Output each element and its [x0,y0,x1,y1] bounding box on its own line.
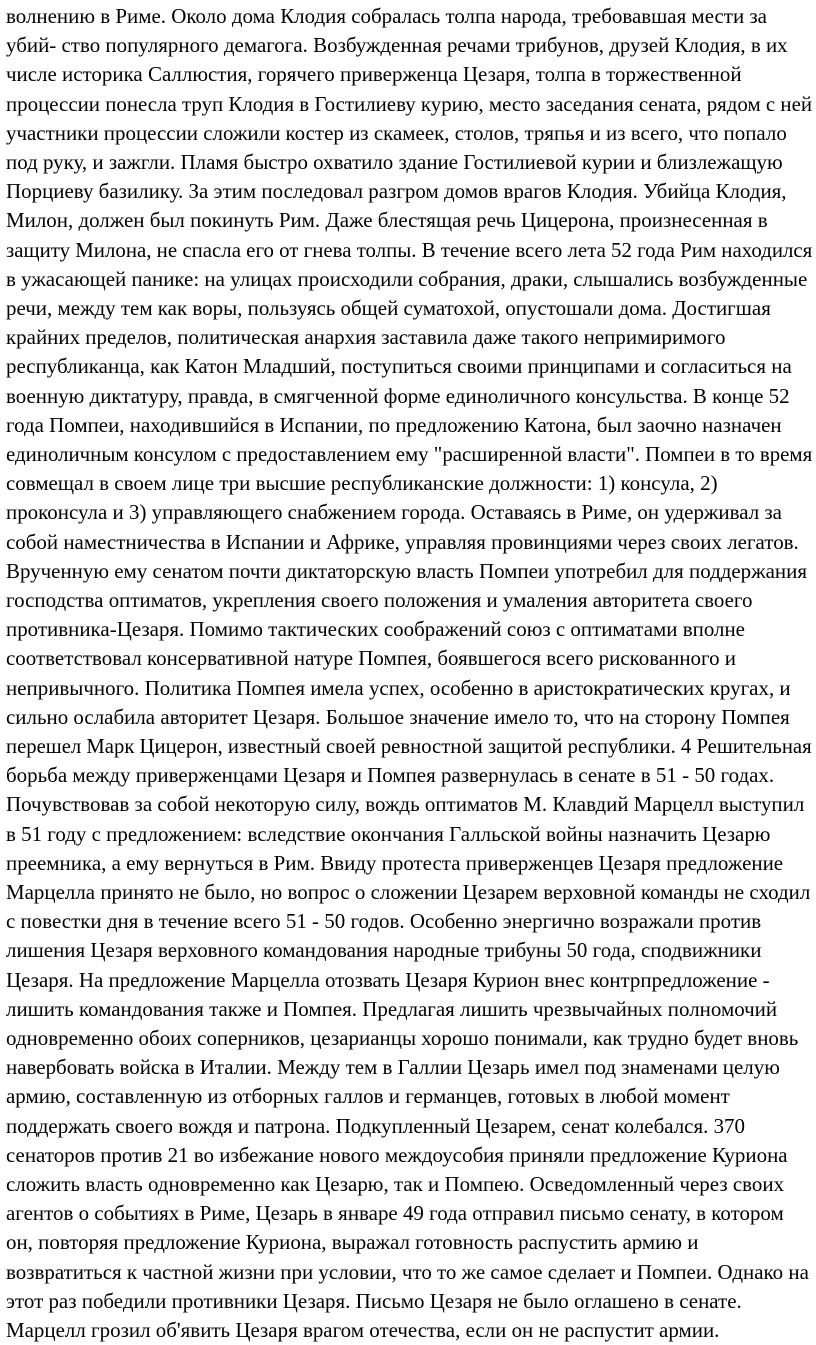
text-line: Милон, должен был покинуть Рим. Даже блестящая речь Цицерона, произнесенная в [6,208,768,233]
text-line: единоличным консулом с предоставлением ему "расширенной власти". Помпеи в то время [6,442,813,466]
text-line: противника-Цезаря. Помимо тактических соображений союз с оптиматами вполне [6,617,745,642]
text-line: защиту Милона, не спасла его от гнева толпы. В течение всего лета 52 года Рим находился [6,237,813,262]
text-line: преемника, а ему вернуться в Рим. Ввиду протеста приверженцев Цезаря предложение [6,850,784,875]
text-line: этот раз победили противники Цезаря. Письмо Цезаря не было оглашено в сенате. [6,1288,742,1313]
text-line: он, повторяя предложение Куриона, выражал готовность распустить армию и [6,1230,699,1255]
text-line: сильно ослабила авторитет Цезаря. Большое значение имело то, что на сторону Помпея [6,704,790,729]
text-line: Врученную ему сенатом почти диктаторскую власть Помпеи употребил для поддержания [6,558,807,583]
text-line: в ужасающей панике: на улицах происходили собрания, драки, слышались возбужденные [6,266,808,291]
text-line: Марцелла принято не было, но вопрос о сложении Цезарем верховной команды не сходил [6,880,811,904]
text-line: Почувствовав за собой некоторую силу, вождь оптиматов М. Клавдий Марцелл выступил [6,792,805,817]
text-line: Цезаря. На предложение Марцелла отозвать Цезаря Курион внес контрпредложение - [6,967,770,992]
text-line: в 51 году с предложением: вследствие окончания Галльской войны назначить Цезарю [6,821,771,846]
text-line: процессии понесла труп Клодия в Гостилиеву курию, место заседания сената, рядом с ней [6,91,813,116]
text-line: одновременно обоих соперников, цезарианцы хорошо понимали, как трудно будет вновь [6,1026,799,1050]
text-line: сложить власть одновременно как Цезарю, так и Помпею. Осведомленный через своих [6,1172,785,1196]
text-line: военную диктатуру, правда, в смягченной форме единоличного консульства. В конце 52 [6,383,790,408]
text-line: речи, между тем как воры, пользуясь общей суматохой, опустошали дома. Достигшая [6,296,771,320]
text-line: навербовать войска в Италии. Между тем в Галлии Цезарь имел под знаменами целую [6,1055,780,1080]
text-line: с повестки дня в течение всего 51 - 50 годов. Особенно энергично возражали против [6,909,762,934]
text-line: Марцелл грозил об'явить Цезаря врагом отечества, если он не распустит армии. [6,1318,720,1342]
text-line: господства оптиматов, укрепления своего положения и умаления авторитета своего [6,588,753,612]
text-line: лишения Цезаря верховного командования народные трибуны 50 года, сподвижники [6,938,762,963]
text-line: республиканца, как Катон Младший, поступиться своими принципами и согласиться на [6,354,792,379]
text-line: сенаторов против 21 во избежание нового междоусобия приняли предложение Куриона [6,1142,788,1167]
text-line: участники процессии сложили костер из скамеек, столов, тряпья и из всего, что попало [6,120,787,145]
text-line: агентов о событиях в Риме, Цезарь в январе 49 года отправил письмо сенату, в котором [6,1201,784,1226]
text-line: Порциеву базилику. За этим последовал разгром домов врагов Клодия. Убийца Клодия, [6,179,787,204]
text-line: года Помпеи, находившийся в Испании, по предложению Катона, был заочно назначен [6,412,782,437]
text-line: волнению в Риме. Около дома Клодия собралась толпа народа, требовавшая мести за [6,4,767,28]
text-line: числе историка Саллюстия, горячего приверженца Цезаря, толпа в торжественной [6,62,742,87]
text-line: под руку, и зажгли. Пламя быстро охватило здание Гостилиевой курии и близлежащую [6,150,783,174]
text-line: непривычного. Политика Помпея имела успех, особенно в аристократических кругах, и [6,675,791,700]
text-line: перешел Марк Цицерон, известный своей ревностной защитой республики. 4 Решительная [6,734,812,758]
text-line: армию, составленную из отборных галлов и германцев, готовых в любой момент [6,1084,730,1109]
text-line: совмещал в своем лице три высшие республиканские должности: 1) консула, 2) [6,471,718,496]
text-line: соответствовал консервативной натуре Помпея, боявшегося всего рискованного и [6,646,737,671]
text-line: проконсула и 3) управляющего снабжением города. Оставаясь в Риме, он удерживал за [6,500,782,525]
text-line: лишить командования также и Помпея. Предлагая лишить чрезвычайных полномочий [6,996,778,1021]
text-line: собой наместничества в Испании и Африке, управляя провинциями через своих легатов. [6,529,799,554]
text-line: убий- ство популярного демагога. Возбужденная речами трибунов, друзей Клодия, в их [6,33,788,58]
text-line: возвратиться к частной жизни при условии, что то же самое сделает и Помпеи. Однако на [6,1259,809,1284]
text-line: борьба между приверженцами Цезаря и Помпея развернулась в сенате в 51 - 50 годах. [6,763,775,788]
text-line: крайних пределов, политическая анархия заставила даже такого непримиримого [6,325,726,350]
text-line: поддержать своего вождя и патрона. Подкупленный Цезарем, сенат колебался. 370 [6,1113,746,1138]
